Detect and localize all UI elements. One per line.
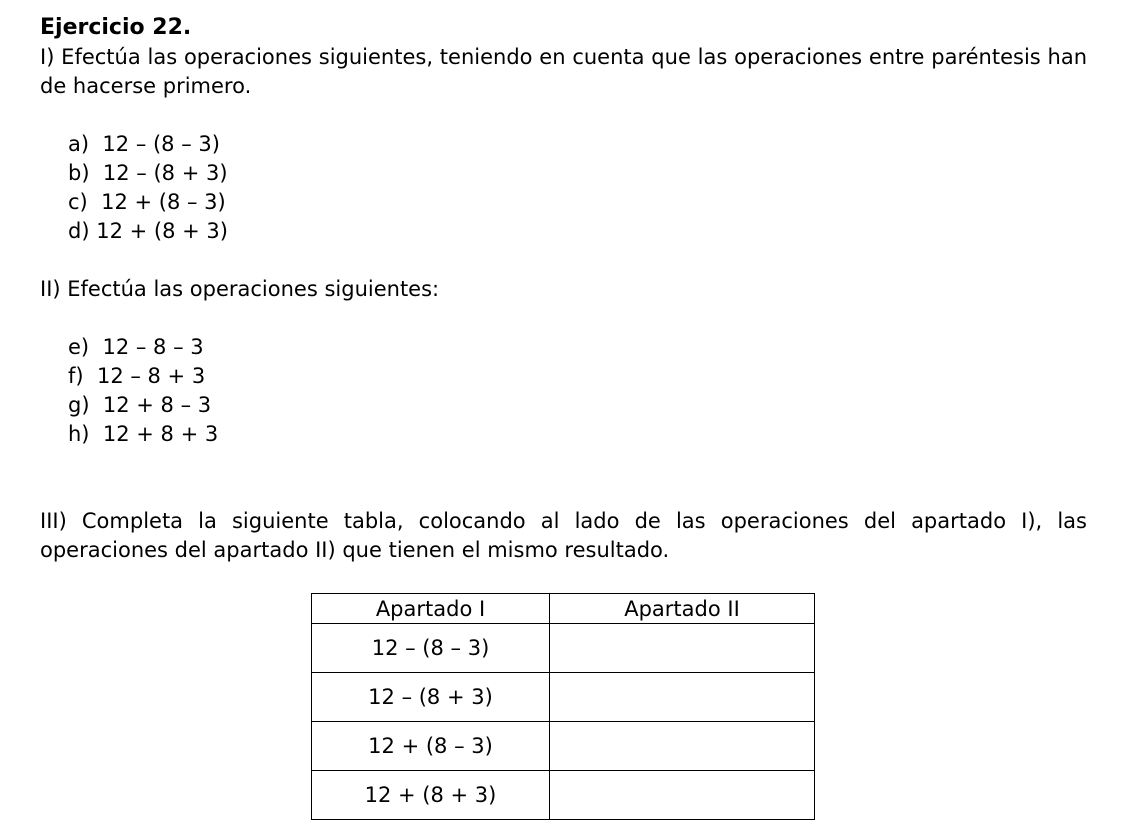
- table-cell-operation: 12 + (8 – 3): [312, 722, 550, 771]
- table-cell-operation: 12 – (8 + 3): [312, 673, 550, 722]
- item-expression: 12 – (8 – 3): [102, 132, 220, 156]
- list-item: [68, 333, 204, 362]
- item-label: d): [68, 219, 90, 243]
- item-label: g): [68, 393, 90, 417]
- list-item: [68, 217, 228, 246]
- list-item: [68, 188, 226, 217]
- item-label: c): [68, 190, 88, 214]
- part3-instructions: III) Completa la siguiente tabla, colocando al lado de las operaciones del apartado I), las operaciones del apartado II) que tienen el mismo resultado.: [40, 509, 1087, 562]
- item-expression: 12 + (8 – 3): [101, 190, 226, 214]
- list-item: [68, 391, 211, 420]
- table-cell-answer[interactable]: [550, 722, 815, 771]
- column-header-apartado-ii: Apartado II: [550, 594, 815, 624]
- item-label: e): [68, 335, 90, 359]
- item-label: h): [68, 422, 90, 446]
- table-row: [312, 771, 815, 820]
- list-item: [68, 362, 205, 391]
- table-cell-answer[interactable]: [550, 771, 815, 820]
- item-label: b): [68, 161, 90, 185]
- item-expression: 12 + 8 + 3: [102, 422, 219, 446]
- item-label: a): [68, 132, 90, 156]
- item-expression: 12 – (8 + 3): [102, 161, 228, 185]
- table-cell-answer[interactable]: [550, 624, 815, 673]
- list-item: [68, 420, 218, 449]
- table-row: [312, 624, 815, 673]
- list-item: [68, 130, 220, 159]
- part2-instructions: II) Efectúa las operaciones siguientes:: [40, 277, 440, 301]
- table-row: [312, 673, 815, 722]
- item-expression: 12 + (8 + 3): [96, 219, 228, 243]
- part1-instructions: I) Efectúa las operaciones siguientes, teniendo en cuenta que las operaciones entre paréntesis han de hacerse primero.: [40, 45, 1087, 98]
- column-header-apartado-i: Apartado I: [312, 594, 550, 624]
- table-header-row: [312, 594, 815, 624]
- results-table: [311, 593, 815, 820]
- table-cell-operation: 12 – (8 – 3): [312, 624, 550, 673]
- item-expression: 12 + 8 – 3: [102, 393, 212, 417]
- table-row: [312, 722, 815, 771]
- item-label: f): [68, 364, 84, 388]
- list-item: [68, 159, 228, 188]
- table-cell-operation: 12 + (8 + 3): [312, 771, 550, 820]
- item-expression: 12 – 8 + 3: [96, 364, 206, 388]
- table-cell-answer[interactable]: [550, 673, 815, 722]
- exercise-title: Ejercicio 22.: [40, 15, 192, 40]
- item-expression: 12 – 8 – 3: [102, 335, 204, 359]
